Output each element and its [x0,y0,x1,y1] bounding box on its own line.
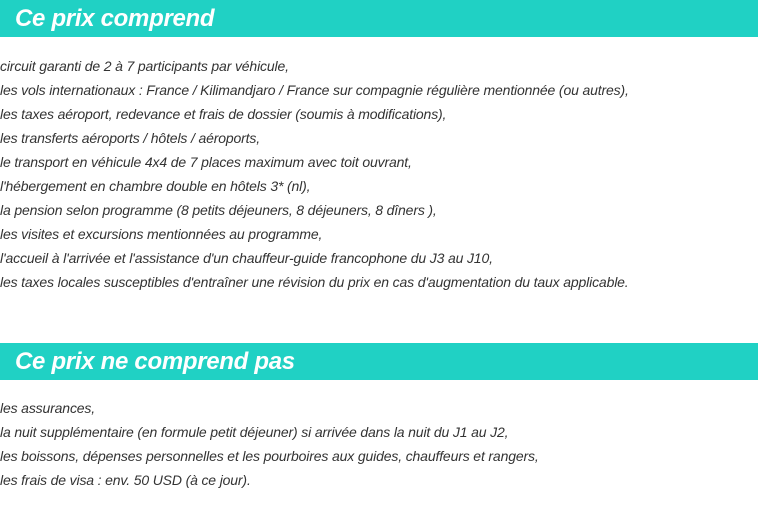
list-item: les assurances, [0,400,96,416]
price-excludes-section [0,343,758,492]
price-excludes-title: Ce prix ne comprend pas [15,347,295,375]
list-item: les transferts aéroports / hôtels / aéroports, [0,130,261,146]
list-item: les boissons, dépenses personnelles et les pourboires aux guides, chauffeurs et rangers, [0,448,539,464]
list-item: les taxes aéroport, redevance et frais de dossier (soumis à modifications), [0,106,447,122]
list-item: les frais de visa : env. 50 USD (à ce jour). [0,472,251,488]
list-item: les visites et excursions mentionnées au programme, [0,226,323,242]
price-includes-list [0,54,758,294]
list-item: le transport en véhicule 4x4 de 7 places maximum avec toit ouvrant, [0,154,412,170]
list-item: les vols internationaux : France / Kilimandjaro / France sur compagnie régulière mentionnée (ou autres), [0,82,629,98]
list-item: l'accueil à l'arrivée et l'assistance d'un chauffeur-guide francophone du J3 au J10, [0,250,493,266]
list-item: circuit garanti de 2 à 7 participants par véhicule, [0,58,289,74]
price-includes-header [0,0,758,37]
price-includes-title: Ce prix comprend [15,4,215,32]
list-item: l'hébergement en chambre double en hôtels 3* (nl), [0,178,311,194]
list-item: les taxes locales susceptibles d'entraîner une révision du prix en cas d'augmentation du taux applicable. [0,274,629,290]
price-excludes-list [0,396,758,492]
list-item: la pension selon programme (8 petits déjeuners, 8 déjeuners, 8 dîners ), [0,202,437,218]
price-excludes-header [0,343,758,380]
list-item: la nuit supplémentaire (en formule petit déjeuner) si arrivée dans la nuit du J1 au J2, [0,424,509,440]
